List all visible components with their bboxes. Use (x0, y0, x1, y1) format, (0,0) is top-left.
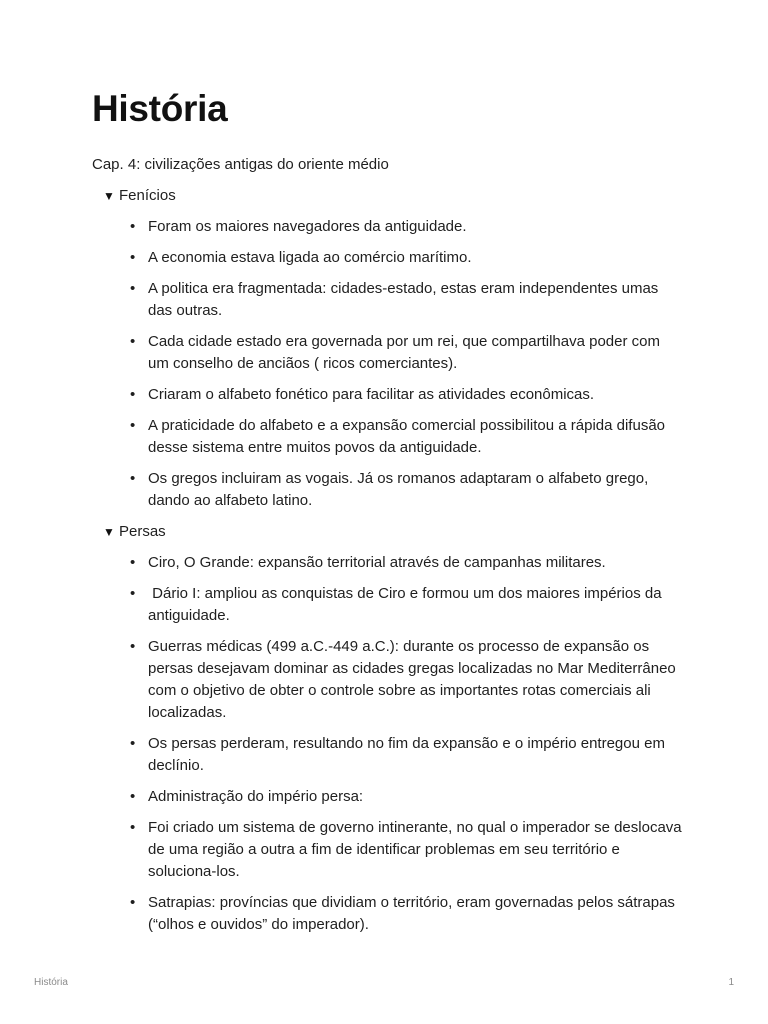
list-item (130, 331, 682, 375)
bullet-icon: • (130, 554, 136, 571)
chapter-subtitle: Cap. 4: civilizações antigas do oriente médio (92, 156, 389, 173)
list-item (130, 786, 682, 808)
section-fenicios (92, 185, 682, 512)
list-item-text: Os persas perderam, resultando no fim da expansão e o império entregou em declínio. (148, 735, 665, 774)
list-item (130, 733, 682, 777)
toggle-label: Persas (119, 523, 166, 540)
toggle-label: Fenícios (119, 187, 176, 204)
bullet-list (92, 552, 682, 936)
list-item-text: Satrapias: províncias que dividiam o território, eram governadas pelos sátrapas (“olhos e ouvidos” do imperador). (148, 894, 675, 933)
list-item-text: Foi criado um sistema de governo intinerante, no qual o imperador se deslocava de uma região a outra a fim de identificar problemas em seu território e soluciona-los. (148, 819, 682, 880)
bullet-list (92, 216, 682, 512)
bullet-icon: • (130, 249, 136, 266)
list-item (130, 817, 682, 883)
list-item-text: A praticidade do alfabeto e a expansão comercial possibilitou a rápida difusão desse sistema entre muitos povos da antiguidade. (148, 417, 666, 456)
list-item-text: Ciro, O Grande: expansão territorial através de campanhas militares. (148, 554, 606, 571)
footer-document-title: História (34, 977, 68, 988)
document-page (92, 86, 682, 945)
bullet-icon: • (130, 386, 136, 403)
list-item (130, 636, 682, 724)
bullet-icon: • (130, 894, 136, 911)
toggle-arrow-icon[interactable]: ▼ (103, 525, 115, 539)
list-item-text: Dário I: ampliou as conquistas de Ciro e formou um dos maiores impérios da antiguidade. (148, 585, 666, 624)
list-item (130, 552, 682, 574)
list-item (130, 892, 682, 936)
list-item (130, 583, 682, 627)
section-persas (92, 521, 682, 936)
list-item (130, 216, 682, 238)
bullet-icon: • (130, 735, 136, 752)
bullet-icon: • (130, 280, 136, 297)
list-item-text: Foram os maiores navegadores da antiguidade. (148, 218, 467, 235)
list-item (130, 384, 682, 406)
list-item-text: Cada cidade estado era governada por um rei, que compartilhava poder com um conselho de anciãos ( ricos comerciantes). (148, 333, 660, 372)
list-item (130, 468, 682, 512)
toggle-persas[interactable] (103, 521, 682, 543)
toggle-fenicios[interactable] (103, 185, 682, 207)
list-item-text: A politica era fragmentada: cidades-estado, estas eram independentes umas das outras. (148, 280, 659, 319)
bullet-icon: • (130, 585, 136, 602)
bullet-icon: • (130, 819, 136, 836)
list-item-text: Administração do império persa: (148, 788, 364, 805)
footer-page-number: 1 (728, 977, 734, 988)
toggle-arrow-icon[interactable]: ▼ (103, 189, 115, 203)
bullet-icon: • (130, 218, 136, 235)
list-item (130, 278, 682, 322)
bullet-icon: • (130, 638, 136, 655)
list-item-text: Criaram o alfabeto fonético para facilitar as atividades econômicas. (148, 386, 595, 403)
list-item (130, 247, 682, 269)
list-item-text: Os gregos incluiram as vogais. Já os romanos adaptaram o alfabeto grego, dando ao alfabeto latino. (148, 470, 649, 509)
list-item-text: Guerras médicas (499 a.C.-449 a.C.): durante os processo de expansão os persas desejavam dominar as cidades gregas localizadas no Mar Mediterrâneo com o objetivo de obter o controle sobre as importantes rotas comerciais ali localizadas. (148, 638, 676, 721)
list-item-text: A economia estava ligada ao comércio marítimo. (148, 249, 472, 266)
bullet-icon: • (130, 333, 136, 350)
page-title: História (92, 88, 228, 129)
bullet-icon: • (130, 417, 136, 434)
bullet-icon: • (130, 788, 136, 805)
bullet-icon: • (130, 470, 136, 487)
list-item (130, 415, 682, 459)
